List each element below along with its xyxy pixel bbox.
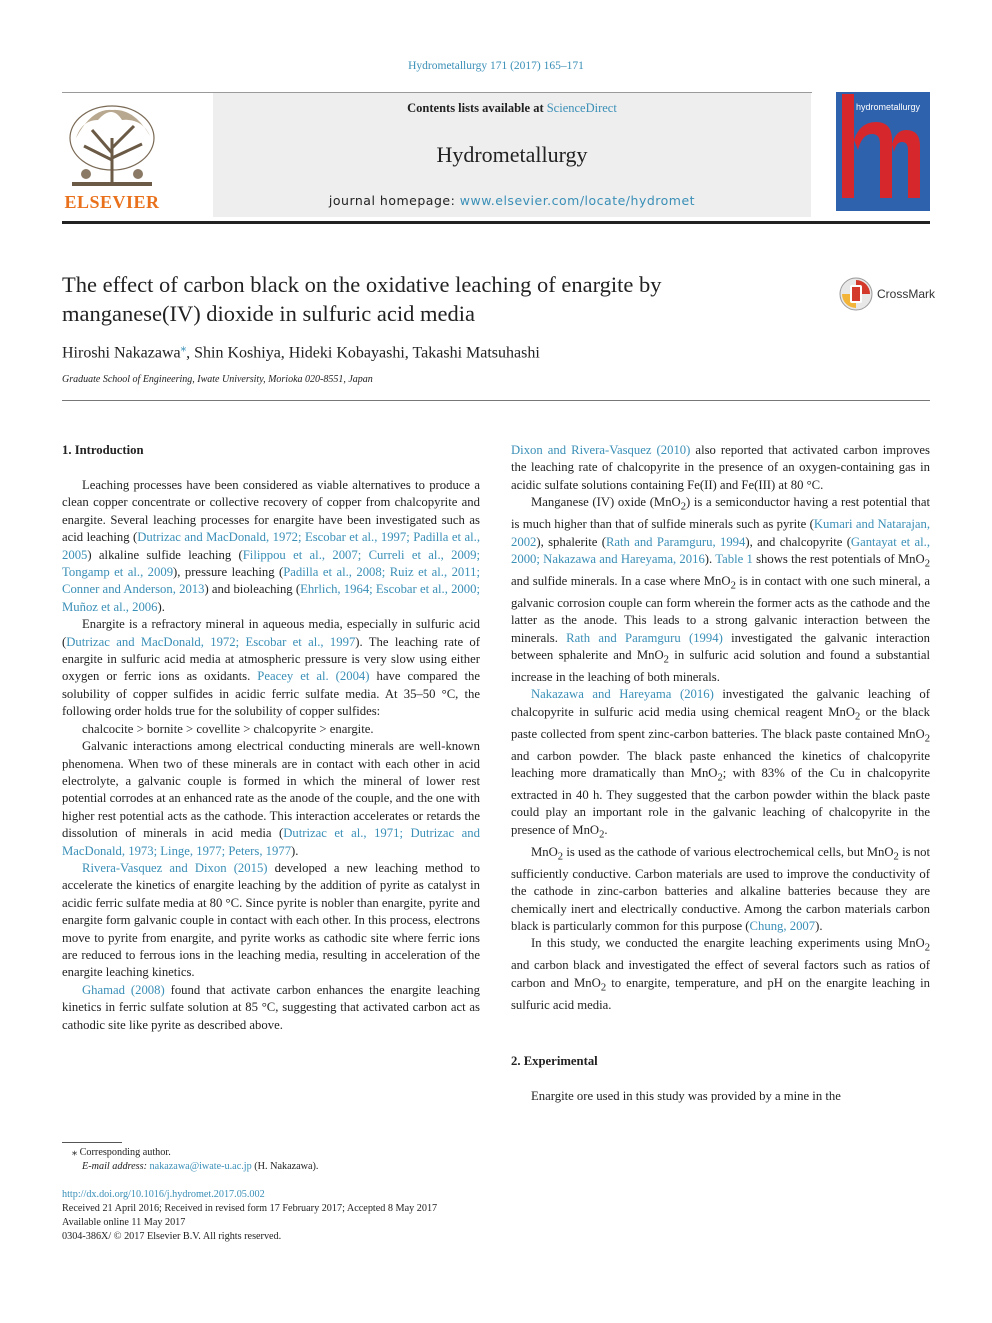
contents-line: Contents lists available at ScienceDirect xyxy=(407,101,617,115)
journal-homepage: journal homepage: www.elsevier.com/locate/hydromet xyxy=(328,193,696,208)
cover-title: hydrometallurgy xyxy=(856,102,921,112)
sciencedirect-link[interactable]: ScienceDirect xyxy=(546,101,617,115)
email-link[interactable]: nakazawa@iwate-u.ac.jp xyxy=(149,1161,252,1172)
author-list: Hiroshi Nakazawa⁎, Shin Koshiya, Hideki Kobayashi, Takashi Matsuhashi xyxy=(62,342,540,362)
right-column-text: Dixon and Rivera-Vasquez (2010) also reported that activated carbon improves the leaching rate of chalcopyrite in the presence of an oxygen-containing gas in acidic sulfate solutions containing Fe(II) and Fe(III) at 80 °C. Manganese (IV) oxide (MnO$_2$) is a semiconductor having a rest potential that is much higher than that of sulfide minerals such as pyrite (Kumari and Natarajan, 2002), sphalerite (Rath and Paramguru, 1994), and chalcopyrite (Gantayat et al., 2000; Nakazawa and Hareyama, 2016). Table 1 shows the rest potentials of MnO$_2$ and sulfide minerals. In a case where MnO$_2$ is in contact with one such mineral, a galvanic corrosion couple can form wherein the former acts as the cathode and the latter as the anode. This leads to a strong galvanic interaction between the minerals. Rath and Paramguru (1994) investigated the galvanic interaction between sphalerite and MnO$_2$ in sulfuric acid solution and found a substantial increase in the leaching of both minerals. Nakazawa and Hareyama (2016) investigated the galvanic leaching of chalcopyrite in sulfuric acid media using chemical reagent MnO$_2$ or the black paste collected from spent zinc-carbon batteries. The black paste contained MnO$_2$ and carbon powder. The black paste enhanced the kinetics of chalcopyrite leaching more dramatically than MnO$_2$; with 83% of the Cu in chalcopyrite extracted in 40 h. They suggested that the carbon powder within the black paste could play an important role in the galvanic leaching of chalcopyrite in the presence of MnO$_2$. MnO$_2$ is used as the cathode of various electrochemical cells, but MnO$_2$ is not sufficiently conductive. Carbon materials are used to improve the conductivity of the cathode in zinc-carbon batteries and alkaline batteries because they are chemically inert and electrically conductive. Among the carbon materials carbon black is particularly common for this purpose (Chung, 2007). In this study, we conducted the enargite leaching experiments using MnO$_2$ and carbon black and investigated the effect of several factors such as ratios of carbon and MnO$_2$ to enargite, temperature, and pH on the enargite leaching in sulfuric acid media. xyxy=(511,443,930,1012)
crossmark-label[interactable]: CrossMark xyxy=(877,287,936,301)
affiliation: Graduate School of Engineering, Iwate University, Morioka 020-8551, Japan xyxy=(62,374,373,385)
online-date: Available online 11 May 2017 xyxy=(62,1217,186,1228)
journal-cover-image[interactable] xyxy=(836,92,930,211)
article-title: The effect of carbon black on the oxidative leaching of enargite by manganese(IV) dioxide in sulfuric acid media xyxy=(62,272,662,326)
header-rule xyxy=(62,221,930,224)
elsevier-logo[interactable]: ELSEVIER xyxy=(64,192,160,212)
journal-citation[interactable]: Hydrometallurgy 171 (2017) 165–171 xyxy=(408,60,584,72)
copyright: 0304-386X/ © 2017 Elsevier B.V. All rights reserved. xyxy=(62,1231,282,1242)
homepage-link[interactable]: www.elsevier.com/locate/hydromet xyxy=(459,193,696,208)
received-dates: Received 21 April 2016; Received in revised form 17 February 2017; Accepted 8 May 2017 xyxy=(62,1203,438,1214)
footnote-rule xyxy=(62,1142,122,1143)
experimental-text: Enargite ore used in this study was provided by a mine in the xyxy=(531,1089,841,1103)
corresponding-author-mark[interactable]: ⁎ xyxy=(180,342,187,354)
author-nakazawa[interactable]: Hiroshi Nakazawa xyxy=(62,344,181,362)
left-column-text: Leaching processes have been considered as viable alternatives to produce a clean copper concentrate or collective recovery of copper from chalcopyrite and enargite. Several leaching processes for enargite have been investigated such as acid leaching (Dutrizac and MacDonald, 1972; Escobar et al., 1997; Padilla et al., 2005) alkaline sulfide leaching (Filippou et al., 2007; Curreli et al., 2009; Tongamp et al., 2009), pressure leaching (Padilla et al., 2008; Ruiz et al., 2011; Conner and Anderson, 2013) and bioleaching (Ehrlich, 1964; Escobar et al., 2000; Muñoz et al., 2006). Enargite is a refractory mineral in aqueous media, especially in sulfuric acid (Dutrizac and MacDonald, 1972; Escobar et al., 1997). The leaching rate of enargite in sulfuric acid media at atmospheric pressure is very slow using either oxygen or ferric ions as oxidants. Peacey et al. (2004) have compared the solubility of copper sulfides in acidic ferric sulfate media. At 35–50 °C, the following order holds true for the solubility of copper sulfides: chalcocite > bornite > covellite > chalcopyrite > enargite. Galvanic interactions among electrical conducting minerals are well-known phenomena. When two of these minerals are in contact with each other in acid electrolyte, a galvanic couple is formed in which the mineral of lower rest potential corrodes at an enhanced rate as the anode of the couple, and the one with higher rest potential acts as the cathode. This interaction accelerates or retards the dissolution of minerals in acid media (Dutrizac et al., 1971; Dutrizac and MacDonald, 1973; Linge, 1977; Peters, 1977). Rivera-Vasquez and Dixon (2015) developed a new leaching method to accelerate the kinetics of enargite leaching by the addition of pyrite as catalyst in acidic ferric sulfate media at 80 °C. Since pyrite is nobler than enargite, pyrite and enargite form galvanic couple in contact with each other. In this process, electrons move to pyrite from enargite, and pyrite works as cathodic site where ferric ions are reduced to ferrous ions in the leaching media, resulting in acceleration of the enargite leaching kinetics. Ghamad (2008) found that activate carbon enhances the enargite leaching kinetics in ferric sulfate solution at 85 °C, suggesting that activated carbon act as cathodic site like pyrite as described above. xyxy=(62,478,481,1032)
section-heading-introduction: 1. Introduction xyxy=(62,443,144,457)
doi-link[interactable]: http://dx.doi.org/10.1016/j.hydromet.2017.05.002 xyxy=(62,1189,265,1200)
journal-name: Hydrometallurgy xyxy=(436,142,588,167)
crossmark-icon[interactable] xyxy=(838,276,874,312)
title-rule xyxy=(62,400,930,401)
email-note: E-mail address: nakazawa@iwate-u.ac.jp (H. Nakazawa). xyxy=(82,1161,319,1172)
cover-hm-icon xyxy=(836,92,930,211)
section-heading-experimental: 2. Experimental xyxy=(511,1054,598,1068)
corresponding-author-note: ⁎ Corresponding author. xyxy=(72,1147,171,1158)
